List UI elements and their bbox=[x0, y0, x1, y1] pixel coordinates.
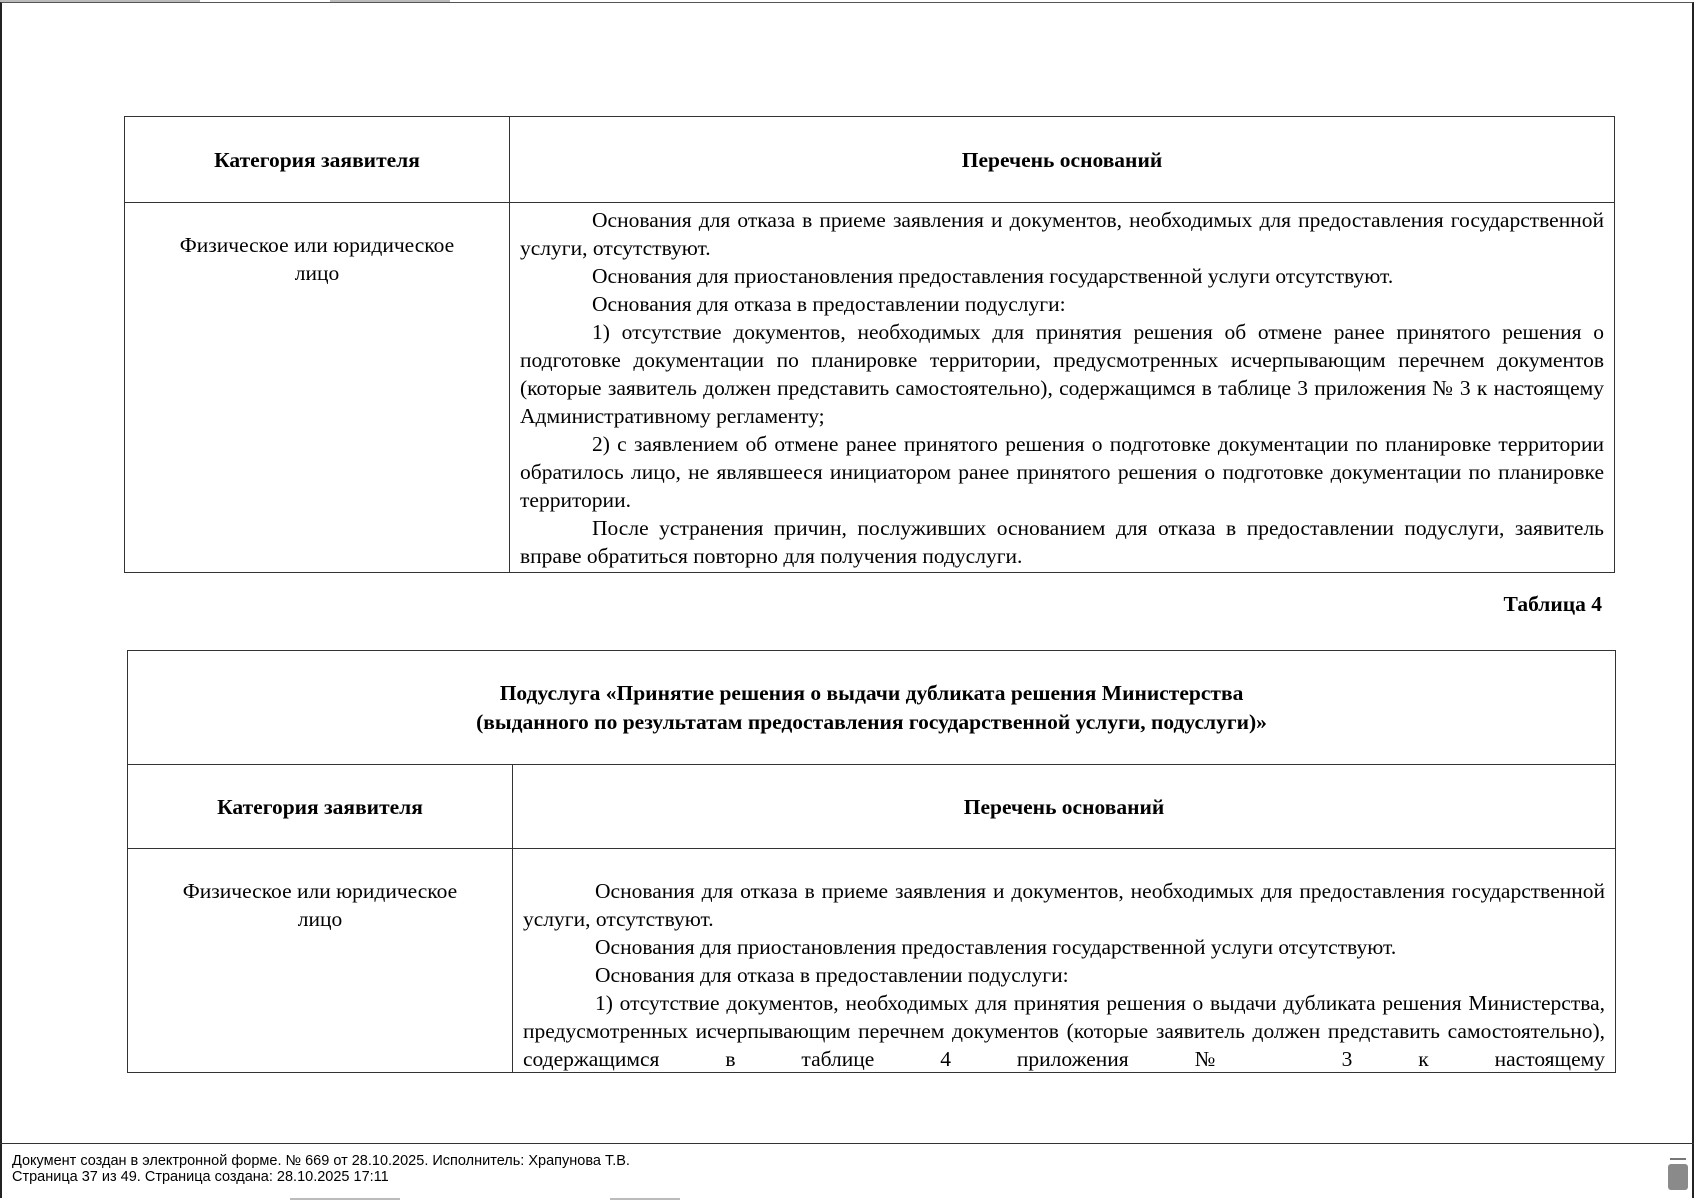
scan-artifact bbox=[0, 0, 200, 2]
applicant-category-cell bbox=[125, 203, 510, 573]
table-header-row bbox=[125, 117, 1615, 203]
reason-paragraph: После устранения причин, послуживших основанием для отказа в предоставлении подуслуги, заявитель вправе обратиться повторно для получения подуслуги. bbox=[520, 516, 1604, 568]
header-category: Категория заявителя bbox=[125, 117, 510, 203]
applicant-category-line: лицо bbox=[297, 907, 343, 931]
reason-paragraph: 1) отсутствие документов, необходимых для принятия решения об отмене ранее принятого решения о подготовке документации по планировке территории, предусмотренных исчерпывающим перечнем документов (которые заявитель должен представить самостоятельно), содержащимся в таблице 3 приложения № 3 к настоящему Административному регламенту; bbox=[520, 320, 1604, 428]
reasons-cell bbox=[510, 203, 1615, 573]
seal-icon bbox=[1668, 1164, 1688, 1190]
reason-paragraph: Основания для приостановления предоставления государственной услуги отсутствуют. bbox=[595, 935, 1397, 959]
reasons-clip bbox=[523, 877, 1605, 1071]
scan-artifact bbox=[330, 0, 450, 2]
table-row bbox=[128, 849, 1616, 1073]
table-4 bbox=[127, 650, 1616, 1073]
footer-line: Документ создан в электронной форме. № 669 от 28.10.2025. Исполнитель: Храпунова Т.В. bbox=[12, 1153, 630, 1169]
reason-paragraph: Основания для отказа в предоставлении подуслуги: bbox=[595, 963, 1069, 987]
reason-paragraph: Основания для отказа в приеме заявления и документов, необходимых для предоставления государственной услуги, отсутствуют. bbox=[520, 208, 1604, 260]
service-title-line: (выданного по результатам предоставления государственной услуги, подуслуги)» bbox=[476, 709, 1267, 734]
table-header-row bbox=[128, 765, 1616, 849]
service-title-line: Подуслуга «Принятие решения о выдачи дубликата решения Министерства bbox=[499, 680, 1244, 705]
header-reasons: Перечень оснований bbox=[513, 765, 1616, 849]
document-footer bbox=[0, 1143, 1694, 1200]
applicant-category-line: лицо bbox=[294, 261, 340, 285]
service-title-row bbox=[128, 651, 1616, 765]
header-reasons: Перечень оснований bbox=[510, 117, 1615, 203]
applicant-category-line: Физическое или юридическое bbox=[179, 233, 455, 257]
header-category: Категория заявителя bbox=[128, 765, 513, 849]
table-row bbox=[125, 203, 1615, 573]
footer-text bbox=[12, 1153, 630, 1185]
applicant-category-cell bbox=[128, 849, 513, 1073]
footer-line: Страница 37 из 49. Страница создана: 28.10.2025 17:11 bbox=[12, 1169, 389, 1185]
reasons-cell bbox=[513, 849, 1616, 1073]
reason-paragraph: Основания для отказа в приеме заявления и документов, необходимых для предоставления государственной услуги, отсутствуют. bbox=[523, 879, 1606, 931]
reason-paragraph: 1) отсутствие документов, необходимых для принятия решения о выдачи дубликата решения Министерства, предусмотренных исчерпывающим перечнем документов (которые заявитель должен представить самостоятельно), содержащимся в таблице 4 приложения № 3 к настоящему bbox=[523, 991, 1606, 1071]
reason-paragraph: 2) с заявлением об отмене ранее принятого решения о подготовке документации по планировке территории обратилось лицо, не являвшееся инициатором ранее принятого решения о подготовке документации по планировке территории. bbox=[520, 432, 1604, 512]
table-3 bbox=[124, 116, 1615, 573]
service-title bbox=[128, 651, 1616, 765]
table-caption: Таблица 4 bbox=[1503, 592, 1602, 616]
crown-icon bbox=[1670, 1149, 1686, 1160]
reason-paragraph: Основания для приостановления предоставления государственной услуги отсутствуют. bbox=[592, 264, 1394, 288]
applicant-category-line: Физическое или юридическое bbox=[182, 879, 458, 903]
reason-paragraph: Основания для отказа в предоставлении подуслуги: bbox=[592, 292, 1066, 316]
